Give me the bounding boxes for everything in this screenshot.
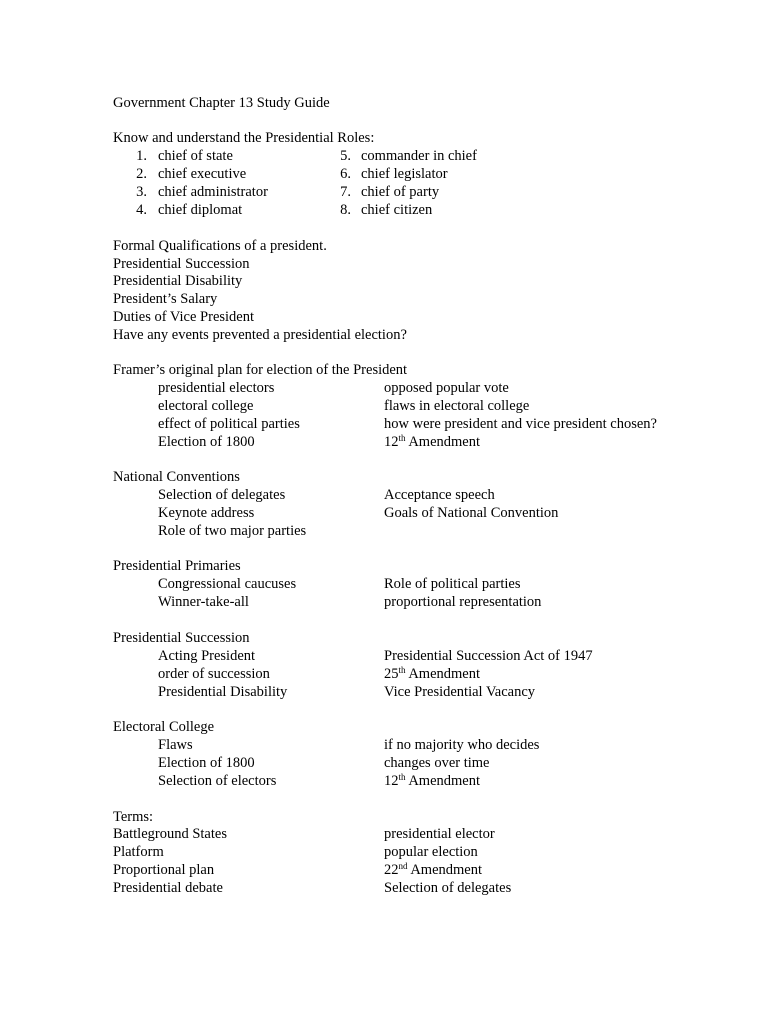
topic-line: President’s Salary	[113, 291, 218, 307]
ordinal-suffix: th	[398, 433, 406, 443]
topic-line: Formal Qualifications of a president.	[113, 238, 327, 254]
amendment-label: Amendment	[405, 666, 481, 682]
role-number: 6.	[340, 166, 351, 182]
role-number: 1.	[136, 148, 147, 164]
role-number: 5.	[340, 148, 351, 164]
role-number: 4.	[136, 202, 147, 218]
section-heading-framers: Framer’s original plan for election of the President	[113, 362, 408, 378]
amendment-number: 12	[384, 773, 399, 789]
ordinal-suffix: th	[398, 772, 406, 782]
term-left: Proportional plan	[113, 862, 215, 878]
role-item: chief citizen	[361, 202, 433, 218]
subtopic-left: electoral college	[158, 398, 254, 414]
role-item: chief executive	[158, 166, 247, 182]
role-item: chief diplomat	[158, 202, 243, 218]
subtopic-left: presidential electors	[158, 380, 275, 396]
topic-line: Presidential Disability	[113, 273, 243, 289]
role-number: 7.	[340, 184, 351, 200]
section-heading-primaries: Presidential Primaries	[113, 558, 241, 574]
subtopic-left: Flaws	[158, 737, 193, 753]
amendment-number: 25	[384, 666, 399, 682]
role-item: chief of state	[158, 148, 233, 164]
subtopic-right: how were president and vice president chosen?	[384, 416, 657, 432]
subtopic-left: order of succession	[158, 666, 270, 682]
role-number: 3.	[136, 184, 147, 200]
role-item: chief administrator	[158, 184, 268, 200]
subtopic-right: Vice Presidential Vacancy	[384, 684, 536, 700]
ordinal-suffix: nd	[398, 861, 408, 871]
subtopic-right: Role of political parties	[384, 576, 521, 592]
amendment-number: 12	[384, 434, 399, 450]
topic-line: Duties of Vice President	[113, 309, 255, 325]
subtopic-right: if no majority who decides	[384, 737, 540, 753]
term-right: presidential elector	[384, 826, 495, 842]
subtopic-left: Presidential Disability	[158, 684, 288, 700]
subtopic-left: Role of two major parties	[158, 523, 307, 539]
term-left: Presidential debate	[113, 880, 223, 896]
section-heading-terms: Terms:	[113, 809, 154, 825]
topic-line: Have any events prevented a presidential election?	[113, 327, 407, 343]
subtopic-left: Election of 1800	[158, 434, 255, 450]
roles-heading: Know and understand the Presidential Roles:	[113, 130, 375, 146]
subtopic-right: flaws in electoral college	[384, 398, 530, 414]
subtopic-left: effect of political parties	[158, 416, 300, 432]
term-left: Battleground States	[113, 826, 227, 842]
subtopic-left: Keynote address	[158, 505, 255, 521]
role-item: commander in chief	[361, 148, 477, 164]
subtopic-right: opposed popular vote	[384, 380, 509, 396]
section-heading-conventions: National Conventions	[113, 469, 240, 485]
role-number: 8.	[340, 202, 351, 218]
subtopic-left: Winner-take-all	[158, 594, 249, 610]
subtopic-right: Acceptance speech	[384, 487, 495, 503]
role-item: chief of party	[361, 184, 440, 200]
subtopic-left: Selection of electors	[158, 773, 277, 789]
subtopic-right: Goals of National Convention	[384, 505, 559, 521]
subtopic-left: Congressional caucuses	[158, 576, 297, 592]
section-heading-succession: Presidential Succession	[113, 630, 250, 646]
subtopic-right: changes over time	[384, 755, 490, 771]
term-right: popular election	[384, 844, 478, 860]
role-number: 2.	[136, 166, 147, 182]
subtopic-left: Acting President	[158, 648, 256, 664]
amendment-item	[384, 433, 480, 451]
role-item: chief legislator	[361, 166, 448, 182]
term-right: Selection of delegates	[384, 880, 512, 896]
amendment-item	[384, 772, 480, 790]
ordinal-suffix: th	[398, 665, 406, 675]
amendment-label: Amendment	[405, 434, 481, 450]
amendment-label: Amendment	[405, 773, 481, 789]
subtopic-right: Presidential Succession Act of 1947	[384, 648, 593, 664]
amendment-label: Amendment	[407, 862, 483, 878]
document-title: Government Chapter 13 Study Guide	[113, 95, 330, 111]
amendment-item	[384, 665, 480, 683]
subtopic-right: proportional representation	[384, 594, 542, 610]
topic-line: Presidential Succession	[113, 256, 250, 272]
subtopic-left: Selection of delegates	[158, 487, 286, 503]
term-left: Platform	[113, 844, 164, 860]
subtopic-left: Election of 1800	[158, 755, 255, 771]
amendment-number: 22	[384, 862, 399, 878]
amendment-item	[384, 861, 482, 879]
section-heading-electoral: Electoral College	[113, 719, 215, 735]
